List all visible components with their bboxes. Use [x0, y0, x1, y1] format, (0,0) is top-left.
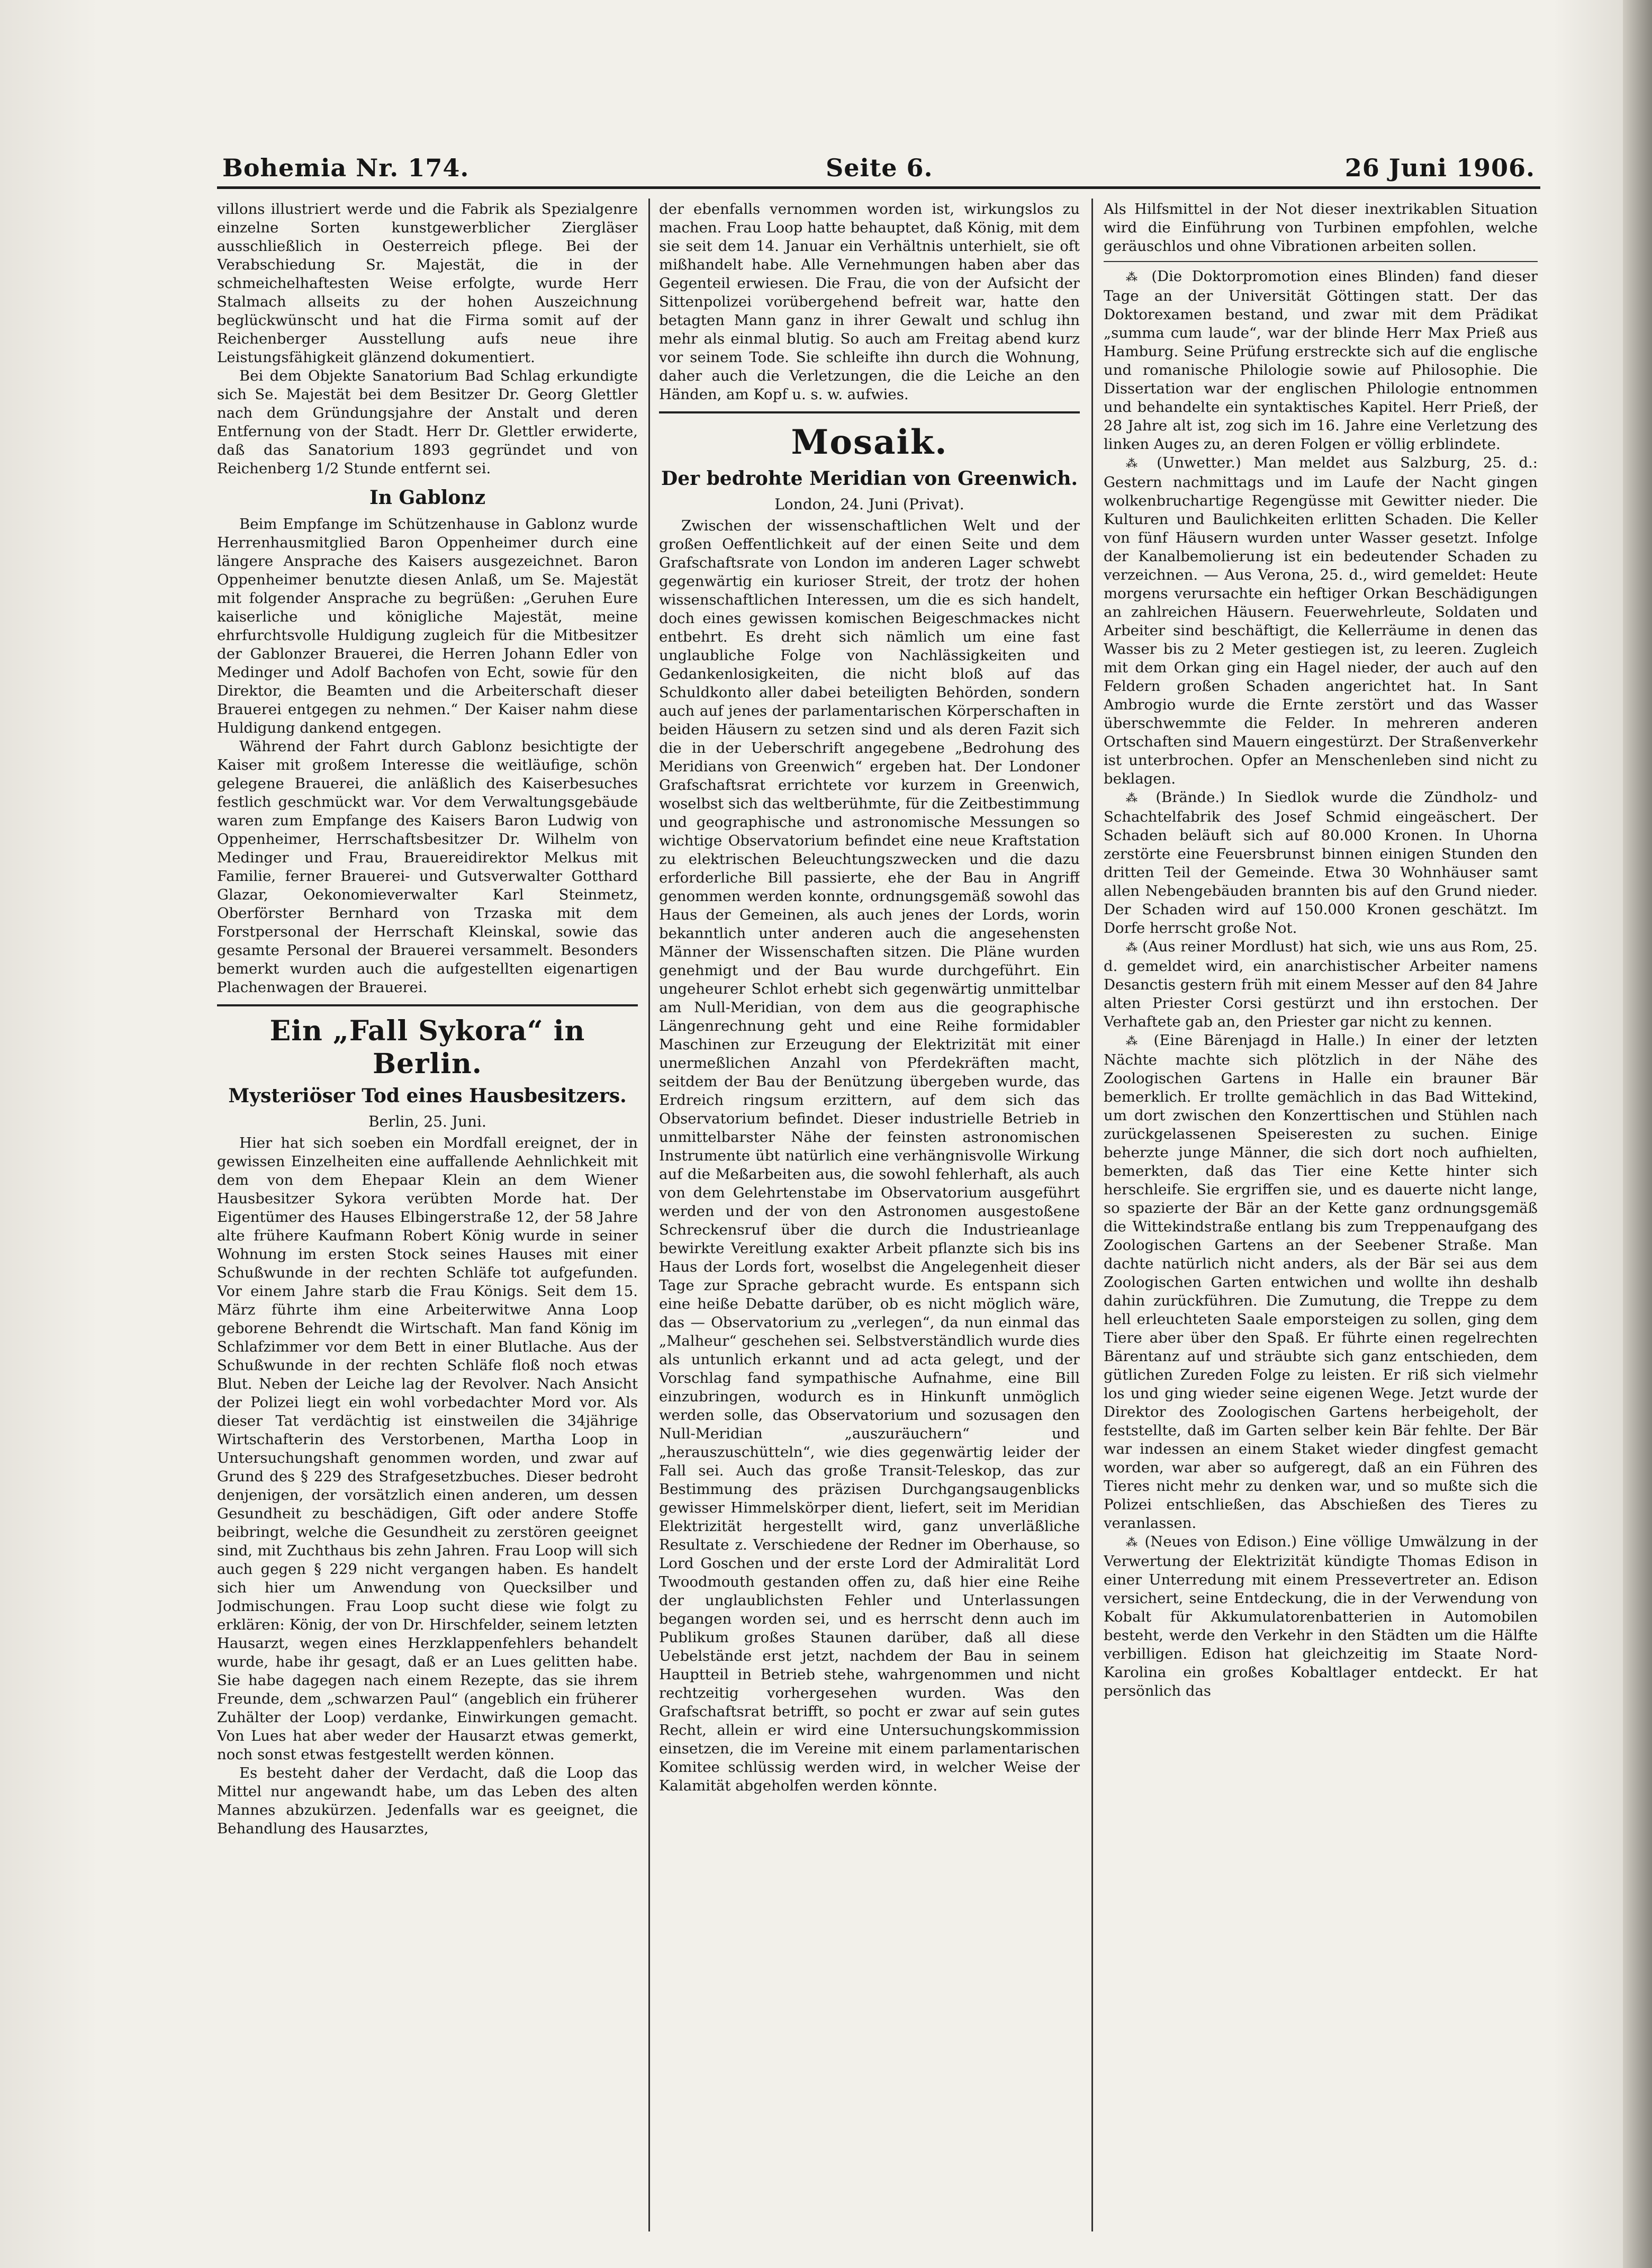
asterism-icon: ⁂ — [1126, 792, 1144, 805]
column-divider-1 — [648, 199, 650, 2231]
column-1 — [217, 200, 638, 2233]
section-title-mosaik: Mosaik. — [791, 422, 948, 462]
article-title-sykora: Ein „Fall Sykora“ in Berlin. — [269, 1015, 585, 1080]
news-item-mordlust — [1104, 938, 1538, 1031]
article-paragraph: Als Hilfsmittel in der Not dieser inextrikablen Situation wird die Einführung von Turbinen empfohlen, welche geräuschlos und ohne Vibrationen arbeiten sollen. — [1104, 201, 1538, 255]
article-paragraph: Beim Empfange im Schützenhause in Gablonz wurde Herrenhausmitglied Baron Oppenheimer durch eine längere Ansprache des Kaisers ausgezeichnet. Baron Oppenheimer benutzte diesen Anlaß, um Se. Majestät mit folgender Ansprache zu begrüßen: „Geruhen Eure kaiserliche und königliche Majestät, meine ehrfurchtsvolle Huldigung zugleich für die Mitbesitzer der Gablonzer Brauerei, die Herren Johann Edler von Medinger und Adolf Bachofen von Echt, sowie für den Direktor, die Beamten und die Arbeiterschaft dieser Brauerei entgegen zu nehmen.“ Der Kaiser nahm diese Huldigung dankend entgegen. — [217, 516, 638, 736]
asterism-icon: ⁂ — [1126, 457, 1144, 471]
news-item-edison — [1104, 1533, 1538, 1700]
article-paragraph: der ebenfalls vernommen worden ist, wirkungslos zu machen. Frau Loop hatte behauptet, daß König, mit dem sie seit dem 14. Januar ein Verhältnis unterhielt, sie oft mißhandelt habe. Alle Vernehmungen haben aber das Gegenteil erwiesen. Die Frau, die von der Aufsicht der Sittenpolizei vorübergehend befreit war, hatte den betagten Mann ganz in ihrer Gewalt und schlug ihn mehr als einmal blutig. So auch am Freitag abend kurz vor seinem Tode. Sie schleifte ihn durch die Wohnung, daher auch die Verletzungen, die die Leiche an den Händen, am Kopf u. s. w. aufwies. — [659, 201, 1080, 403]
article-paragraph: Bei dem Objekte Sanatorium Bad Schlag erkundigte sich Se. Majestät bei dem Besitzer Dr. Georg Glettler nach dem Gründungsjahre der Anstalt und deren Entfernung von der Stadt. Herr Dr. Glettler erwiderte, daß das Sanatorium 1893 gegründet und von Reichenberg 1/2 Stunde entfernt sei. — [217, 367, 638, 477]
asterism-icon: ⁂ — [1126, 1536, 1139, 1550]
dateline-berlin: Berlin, 25. Juni. — [368, 1113, 486, 1130]
news-item-baerenjagd — [1104, 1031, 1538, 1533]
article-subtitle-sykora: Mysteriöser Tod eines Hausbesitzers. — [228, 1085, 627, 1107]
news-item-text: (Brände.) In Siedlok wurde die Zündholz- und Schachtelfabrik des Josef Schmid eingeäschert. Der Schaden beläuft sich auf 80.000 Kronen. In Uhorna zerstörte eine Feuersbrunst binnen einigen Stunden den dritten Teil der Gemeinde. Etwa 30 Wohnhäuser samt allen Nebengebäuden brannten bis auf den Grund nieder. Der Schaden wird auf 150.000 Kronen geschätzt. Im Dorfe herrscht große Not. — [1104, 789, 1538, 937]
asterism-icon: ⁂ — [1126, 1035, 1143, 1048]
header-date: 26 Juni 1906. — [1344, 154, 1535, 182]
header-newspaper-issue: Bohemia Nr. 174. — [222, 154, 470, 182]
section-heading-gablonz: In Gablonz — [369, 487, 486, 509]
book-spine-shadow — [1623, 0, 1652, 2268]
news-item-text: (Die Doktorpromotion eines Blinden) fand dieser Tage an der Universität Göttingen statt. Der das Doktorexamen bestand, und zwar mit dem Prädikat „summa cum laude“, war der blinde Herr Max Prieß aus Hamburg. Seine Prüfung erstreckte sich auf die englische und romanische Philologie sowie auf Philosophie. Die Dissertation war der englischen Philologie entnommen und behandelte ein syntaktisches Kapitel. Herr Prieß, der 28 Jahre alt ist, zog sich im 16. Jahre eine Verletzung des linken Auges zu, an deren Folgen er völlig erblindete. — [1104, 268, 1538, 453]
news-item-text: (Unwetter.) Man meldet aus Salzburg, 25. d.: Gestern nachmittags und im Laufe der Nacht gingen wolkenbruchartige Regengüsse mit Gewitter nieder. Die Kulturen und Baulichkeiten erlitten Schaden. Die Keller von fünf Häusern wurden unter Wasser gesetzt. Infolge der Kanalbemolierung ist ein bedeutender Schaden zu verzeichnen. — Aus Verona, 25. d., wird gemeldet: Heute morgens verursachte ein heftiger Orkan Beschädigungen an zahlreichen Häusern. Feuerwehrleute, Soldaten und Arbeiter sind beschäftigt, die Kellerräume in denen das Wasser bis zu 2 Meter gestiegen ist, zu leeren. Zugleich mit dem Orkan ging ein Hagel nieder, der auch auf den Feldern großen Schaden angerichtet hat. In Sant Ambrogio wurde die Ernte zerstört und das Wasser überschwemmte die Felder. In mehreren anderen Ortschaften sind Mauern eingestürzt. Der Straßenverkehr ist unterbrochen. Opfer an Menschenleben sind nicht zu beklagen. — [1104, 454, 1538, 787]
article-paragraph: villons illustriert werde und die Fabrik als Spezialgenre einzelne Sorten kunstgewerblicher Ziergläser ausschließlich in Oesterreich pflege. Bei der Verabschiedung Sr. Majestät, die in der schmeichelhaftesten Weise erfolgte, wurde Herr Stalmach allseits zu der hohen Auszeichnung beglückwünscht und hat die Firma somit auf der Reichenberger Ausstellung aufs neue ihre Leistungsfähigkeit glänzend dokumentiert. — [217, 201, 638, 366]
article-separator — [1104, 261, 1538, 262]
header-rule — [217, 186, 1540, 189]
news-item-braende — [1104, 788, 1538, 938]
header-page-number: Seite 6. — [826, 154, 933, 182]
asterism-icon: ⁂ — [1126, 271, 1142, 284]
asterism-icon: ⁂ — [1126, 941, 1138, 955]
column-divider-2 — [1091, 199, 1093, 2231]
news-item-doktorpromotion — [1104, 267, 1538, 454]
news-item-text: (Aus reiner Mordlust) hat sich, wie uns aus Rom, 25. d. gemeldet wird, ein anarchistischer Arbeiter namens Desanctis gestern früh mit einem Messer auf den 84 Jahre alten Priester Corsi gestürzt und ihn erstochen. Der Verhaftete gab an, den Priester gar nicht zu kennen. — [1104, 938, 1538, 1030]
column-2 — [659, 200, 1080, 2233]
page-header — [222, 154, 1535, 196]
news-item-text: (Neues von Edison.) Eine völlige Umwälzung in der Verwertung der Elektrizität kündigte Thomas Edison in einer Unterredung mit einem Pressevertreter an. Edison versichert, seine Entdeckung, die in der Verwendung von Kobalt für Akkumulatorenbatterien in Automobilen besteht, werde den Verkehr in den Städten um die Hälfte verbilligen. Edison hat gleichzeitig im Staate Nord-Karolina ein großes Kobaltlager entdeckt. Er hat persönlich das — [1104, 1533, 1538, 1699]
news-item-unwetter — [1104, 454, 1538, 788]
article-title-meridian: Der bedrohte Meridian von Greenwich. — [661, 467, 1078, 490]
news-item-text: (Eine Bärenjagd in Halle.) In einer der letzten Nächte machte sich plötzlich in der Nähe des Zoologischen Gartens in Halle ein brauner Bär bemerklich. Er trollte gemächlich in das Bad Wittekind, um dort zwischen den Konzerttischen und Stühlen nach zurückgelassenen Speiseresten zu suchen. Einige beherzte junge Männer, die sich dort noch aufhielten, bemerkten, daß das Tier eine Kette hinter sich herschleife. Sie ergriffen sie, und es dauerte nicht lange, so spazierte der Bär an der Kette ganz ordnungsgemäß die Wittekindstraße entlang bis zum Treppenaufgang des Zoologischen Gartens an der Seebener Straße. Man dachte natürlich nicht anders, als der Bär sei aus dem Zoologischen Garten entwichen und wollte ihn deshalb dahin zurückführen. Die Zumutung, die Treppe zu dem hell erleuchteten Saale emporsteigen zu sollen, ging dem Tiere aber über den Spaß. Er führte einen regelrechten Bärentanz auf und sträubte sich ganz entschieden, dem gütlichen Zureden Folge zu leisten. Er riß sich vielmehr los und ging wieder seine eigenen Wege. Jetzt wurde der Direktor des Zoologischen Gartens herbeigeholt, der feststellte, daß im Garten selber kein Bär fehlte. Der Bär war indessen an einem Staket wieder dingfest gemacht worden, war aber so aufgeregt, daß an ein Führen des Tieres nicht mehr zu denken war, und so mußte sich die Polizei entschließen, das Abschießen des Tieres zu veranlassen. — [1104, 1032, 1538, 1532]
article-paragraph: Während der Fahrt durch Gablonz besichtigte der Kaiser mit großem Interesse die weitläufige, schön gelegene Brauerei, die anläßlich des Kaiserbesuches festlich geschmückt war. Vor dem Verwaltungsgebäude waren zum Empfange des Kaisers Baron Ludwig von Oppenheimer, Herrschaftsbesitzer Dr. Wilhelm von Medinger und Frau, Brauereidirektor Melkus mit Familie, ferner Brauerei- und Gutsverwalter Gotthard Glazar, Oekonomieverwalter Karl Steinmetz, Oberförster Bernhard von Trzaska mit dem Forstpersonal der Herrschaft Kleinskal, sowie das gesamte Personal der Brauerei versammelt. Besonders bemerkt wurden auch die aufgestellten eigenartigen Plachenwagen der Brauerei. — [217, 738, 638, 996]
article-paragraph: Zwischen der wissenschaftlichen Welt und der großen Oeffentlichkeit auf der einen Seite und dem Grafschaftsrate von London im anderen Lager schwebt gegenwärtig ein kurioser Streit, der trotz der hohen wissenschaftlichen Interessen, um die es sich handelt, doch eines gewissen komischen Beigeschmackes nicht entbehrt. Es dreht sich nämlich um eine fast unglaubliche Folge von Nachlässigkeiten und Gedankenlosigkeiten, die nicht bloß auf das Schuldkonto aller dabei beteiligten Behörden, sondern auch auf jenes der parlamentarischen Körperschaften in beiden Häusern zu setzen sind und als deren Fazit sich die in der Ueberschrift angegebene „Bedrohung des Meridians von Greenwich“ ergeben hat. Der Londoner Grafschaftsrat errichtete vor kurzem in Greenwich, woselbst sich das weltberühmte, für die Zeitbestimmung und geographische und astronomische Messungen so wichtige Observatorium befindet eine neue Kraftstation zu elektrischen Beleuchtungszwecken und die dazu erforderliche Bill passierte, ehe der Bau in Angriff genommen werden konnte, ordnungsgemäß sowohl das Haus der Gemeinen, als auch jenes der Lords, worin bekanntlich unter anderen auch die angesehensten Männer der Wissenschaften sitzen. Die Pläne wurden genehmigt und der Bau wurde durchgeführt. Ein ungeheurer Schlot erhebt sich gegenwärtig unmittelbar am Null-Meridian, von dem aus die geographische Längenrechnung geht und eine Reihe formidabler Maschinen zur Erzeugung der Elektrizität mit einer unermeßlichen Anzahl von Pferdekräften macht, seitdem der Bau der Benützung übergeben wurde, das Erdreich ringsum erzittern, auf dem sich das Observatorium befindet. Dieser industrielle Betrieb in unmittelbarster Nähe der feinsten astronomischen Instrumente übt natürlich eine verhängnisvolle Wirkung auf die Meßarbeiten aus, die sowohl fehlerhaft, als auch von dem Gelehrtenstabe im Observatorium ausgeführt werden und der von den Astronomen ausgestoßene Schreckensruf über die durch die Industrieanlage bewirkte Vereitlung exakter Arbeit pflanzte sich bis ins Haus der Lords fort, woselbst die Angelegenheit dieser Tage zur Sprache gebracht wurde. Es entspann sich eine heiße Debatte darüber, ob es nicht möglich wäre, das — Observatorium zu „verlegen“, da nun einmal das „Malheur“ geschehen sei. Selbstverständlich wurde dies als untunlich erkannt und ad acta gelegt, und der Vorschlag fand sympathische Aufnahme, eine Bill einzubringen, wodurch es in Hinkunft unmöglich werden solle, das Observatorium und sozusagen den Null-Meridian „auszuräuchern“ und „herauszuschütteln“, wie dies gegenwärtig leider der Fall sei. Auch das große Transit-Teleskop, das zur Bestimmung des präzisen Durchgangsaugenblicks gewisser Himmelskörper dient, liefert, seit im Meridian Elektrizität hergestellt wird, ganz unverläßliche Resultate z. Verschiedene der Redner im Oberhause, so Lord Goschen und der erste Lord der Admiralität Lord Twoodmouth gestanden offen zu, daß hier eine Reihe der unglaublichsten Fehler und Unterlassungen begangen worden sei, und es herrscht denn auch im Publikum großes Staunen darüber, daß all diese Uebelstände erst jetzt, nachdem der Bau in seinem Hauptteil in Betrieb stehe, wahrgenommen und nicht rechtzeitig vorhergesehen wurden. Was den Grafschaftsrat betrifft, so pocht er zwar auf sein gutes Recht, allein er wird eine Untersuchungskommission einsetzen, die im Vereine mit einem parlamentarischen Komitee schlüssig werden wird, in welcher Weise der Kalamität abgeholfen werden könnte. — [659, 517, 1080, 1794]
dateline-london: London, 24. Juni (Privat). — [774, 496, 964, 513]
article-separator — [217, 1004, 638, 1006]
article-paragraph: Hier hat sich soeben ein Mordfall ereignet, der in gewissen Einzelheiten eine auffallende Aehnlichkeit mit dem von dem Ehepaar Klein an dem Wiener Hausbesitzer Sykora verübten Morde hat. Der Eigentümer des Hauses Elbingerstraße 12, der 58 Jahre alte frühere Kaufmann Robert König wurde in seiner Wohnung im ersten Stock seines Hauses mit einer Schußwunde in der rechten Schläfe tot aufgefunden. Vor einem Jahre starb die Frau Königs. Seit dem 15. März führte ihm eine Arbeiterwitwe Anna Loop geborene Behrendt die Wirtschaft. Man fand König im Schlafzimmer vor dem Bett in einer Blutlache. Aus der Schußwunde in der rechten Schläfe floß noch etwas Blut. Neben der Leiche lag der Revolver. Nach Ansicht der Polizei liegt ein wohl vorbedachter Mord vor. Als dieser Tat verdächtig ist einstweilen die 34jährige Wirtschafterin des Verstorbenen, Martha Loop in Untersuchungshaft genommen worden, und zwar auf Grund des § 229 des Strafgesetzbuches. Dieser bedroht denjenigen, der vorsätzlich einen anderen, um dessen Gesundheit zu beschädigen, Gift oder andere Stoffe beibringt, welche die Gesundheit zu zerstören geeignet sind, mit Zuchthaus bis zehn Jahren. Frau Loop will sich auch gegen § 229 nicht vergangen haben. Es handelt sich hier um Anwendung von Quecksilber und Jodmischungen. Frau Loop sucht diese wie folgt zu erklären: König, der von Dr. Hirschfelder, seinem letzten Hausarzt, wegen eines Herzklappenfehlers behandelt wurde, habe ihr gesagt, daß er an Lues gelitten habe. Sie habe dagegen nach einem Rezepte, das sie ihrem Freunde, dem „schwarzen Paul“ (angeblich ein früherer Zuhälter der Loop) verdanke, Einwirkungen gemacht. Von Lues hat aber weder der Hausarzt etwas gemerkt, noch sonst etwas festgestellt werden können. — [217, 1135, 638, 1763]
column-3 — [1104, 200, 1538, 2233]
article-paragraph: Es besteht daher der Verdacht, daß die Loop das Mittel nur angewandt habe, um das Leben des alten Mannes abzukürzen. Jedenfalls war es geeignet, die Behandlung des Hausarztes, — [217, 1765, 638, 1837]
article-separator — [659, 411, 1080, 413]
